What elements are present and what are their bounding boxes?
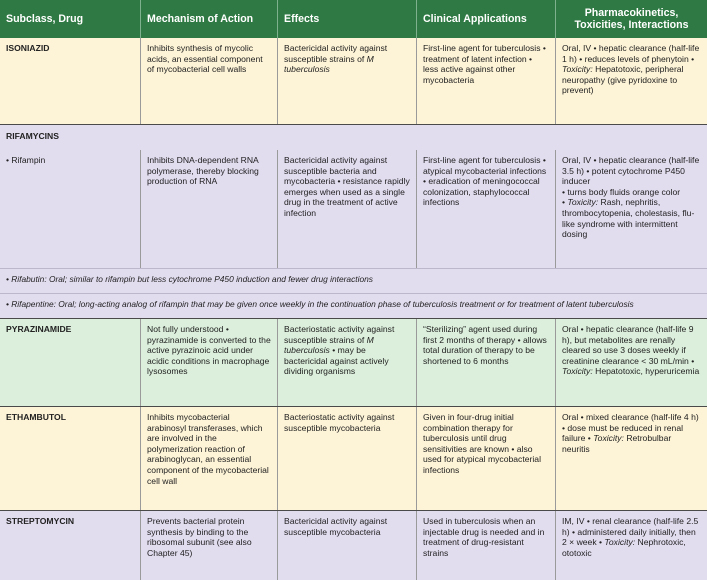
clinical-cell: Given in four-drug initial combination therapy for tuberculosis until drug sensitivities are known • also used for atypical mycobacterial infections <box>416 407 555 510</box>
effects-cell: Bacteriostatic activity against susceptible mycobacteria <box>277 407 416 510</box>
mechanism-cell: Prevents bacterial protein synthesis by binding to the ribosomal subunit (see also Chapter 45) <box>140 511 277 580</box>
drug-name: STREPTOMYCIN <box>6 516 75 526</box>
effects-cell: Bacteriostatic activity against susceptible strains of M tuberculosis • may be bactericidal against actively dividing organisms <box>277 319 416 406</box>
subclass-name: RIFAMYCINS <box>6 131 59 141</box>
table-row-pyrazinamide <box>0 318 707 406</box>
pk-cell: Oral • mixed clearance (half-life 4 h) • dose must be reduced in renal failure • Toxicity: Retrobulbar neuritis <box>555 407 707 510</box>
subclass-row-rifamycins <box>0 124 707 150</box>
clinical-cell: “Sterilizing” agent used during first 2 months of therapy • allows total duration of therapy to be shortened to 6 months <box>416 319 555 406</box>
effects-cell: Bactericidal activity against susceptible mycobacteria <box>277 511 416 580</box>
drug-name: • Rifampin <box>6 155 46 165</box>
header-subclass: Subclass, Drug <box>6 13 84 25</box>
pk-cell: Oral • hepatic clearance (half-life 9 h), but metabolites are renally cleared so use 3 doses weekly if creatinine clearance < 30 mL/min • Toxicity: Hepatotoxic, hyperuricemia <box>555 319 707 406</box>
note-text: • Rifapentine: Oral; long-acting analog of rifampin that may be given once weekly in the continuation phase of tuberculosis treatment or for treatment of latent tuberculosis <box>6 299 634 309</box>
clinical-cell: Used in tuberculosis when an injectable drug is needed and in treatment of drug-resistant strains <box>416 511 555 580</box>
drug-name: ETHAMBUTOL <box>6 412 66 422</box>
mechanism-cell: Inhibits synthesis of mycolic acids, an essential component of mycobacterial cell walls <box>140 38 277 124</box>
clinical-cell: First-line agent for tuberculosis • atypical mycobacterial infections • eradication of meningococcal colonization, staphylococcal infections <box>416 150 555 268</box>
table-header-row <box>0 0 707 38</box>
note-text: • Rifabutin: Oral; similar to rifampin but less cytochrome P450 induction and fewer drug interactions <box>6 274 373 284</box>
table-row-ethambutol <box>0 406 707 510</box>
mechanism-cell: Inhibits DNA-dependent RNA polymerase, thereby blocking production of RNA <box>140 150 277 268</box>
header-mechanism: Mechanism of Action <box>140 0 277 38</box>
note-row-rifabutin <box>0 268 707 293</box>
effects-cell: Bactericidal activity against susceptible bacteria and mycobacteria • resistance rapidly emerges when used as a single drug in the treatment of active infection <box>277 150 416 268</box>
clinical-cell: First-line agent for tuberculosis • treatment of latent infection • less active against other mycobacteria <box>416 38 555 124</box>
pk-cell: Oral, IV • hepatic clearance (half-life 3.5 h) • potent cytochrome P450 inducer • turns body fluids orange color • Toxicity: Rash, nephritis, thrombocytopenia, cholestasis, flu-like syndrome with intermittent dosing <box>555 150 707 268</box>
table-row-isoniazid <box>0 38 707 124</box>
table-row-rifampin <box>0 150 707 268</box>
effects-cell: Bactericidal activity against susceptible strains of M tuberculosis <box>277 38 416 124</box>
drug-name: ISONIAZID <box>6 43 50 53</box>
mechanism-cell: Not fully understood • pyrazinamide is converted to the active pyrazinoic acid under acidic conditions in macrophage lysosomes <box>140 319 277 406</box>
mechanism-cell: Inhibits mycobacterial arabinosyl transferases, which are involved in the polymerization reaction of arabinoglycan, an essential component of the mycobacterial cell wall <box>140 407 277 510</box>
pk-cell: Oral, IV • hepatic clearance (half-life 1 h) • reduces levels of phenytoin • Toxicity: Hepatotoxic, peripheral neuropathy (give pyridoxine to prevent) <box>555 38 707 124</box>
pk-cell: IM, IV • renal clearance (half-life 2.5 h) • administered daily initially, then 2 × week • Toxicity: Nephrotoxic, ototoxic <box>555 511 707 580</box>
header-clinical: Clinical Applications <box>416 0 555 38</box>
header-pk: Pharmacokinetics, Toxicities, Interactions <box>555 0 707 38</box>
drug-name: PYRAZINAMIDE <box>6 324 72 334</box>
table-row-streptomycin <box>0 510 707 580</box>
note-row-rifapentine <box>0 293 707 318</box>
header-effects: Effects <box>277 0 416 38</box>
